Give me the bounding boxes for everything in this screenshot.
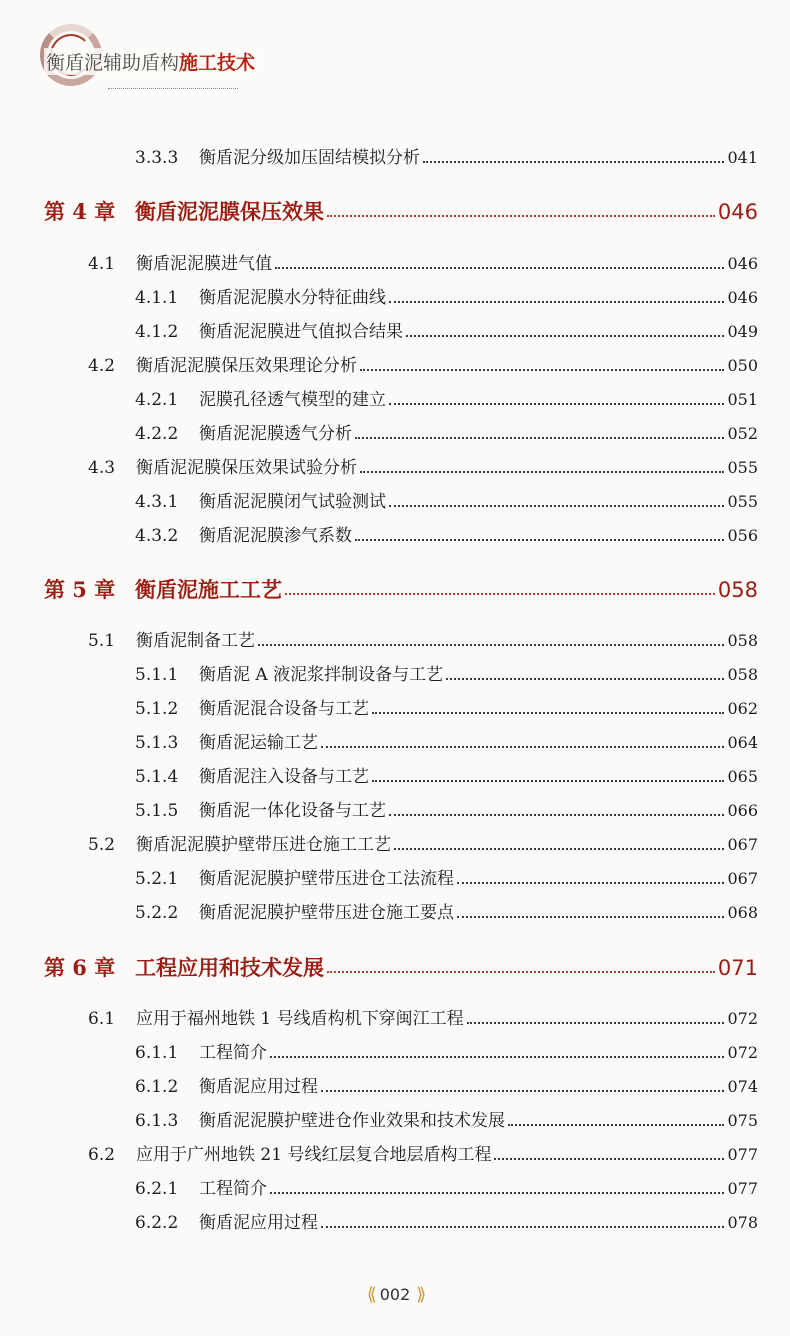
- toc-entry-page: 058: [717, 578, 758, 602]
- toc-chapter-row[interactable]: [0, 952, 790, 982]
- toc-entry-title: 衡盾泥泥膜透气分析: [199, 424, 352, 444]
- toc-subsection-row[interactable]: [0, 660, 790, 688]
- toc-entry-page: 050: [727, 356, 758, 375]
- toc-entry-page: 067: [727, 869, 758, 888]
- toc-dot-leader: [389, 301, 724, 303]
- toc-dot-leader: [389, 403, 724, 405]
- toc-entry-number: 5.1.3: [135, 733, 179, 753]
- toc-entry-number: 4.3.2: [135, 526, 179, 546]
- page-footer: [0, 1284, 790, 1305]
- toc-dot-leader: [494, 1158, 724, 1160]
- toc-entry-number: 5.1.2: [135, 699, 179, 719]
- toc-entry-title: 衡盾泥泥膜进气值拟合结果: [199, 322, 403, 342]
- toc-entry-number: 4.2.2: [135, 424, 179, 444]
- toc-section-row[interactable]: [0, 830, 790, 858]
- toc-dot-leader: [423, 161, 724, 163]
- toc-subsection-row[interactable]: [0, 419, 790, 447]
- toc-subsection-row[interactable]: [0, 143, 790, 171]
- toc-entry-title: 工程简介: [199, 1043, 267, 1063]
- toc-entry-title: 衡盾泥一体化设备与工艺: [199, 801, 386, 821]
- toc-entry-title: 衡盾泥泥膜护壁带压进仓施工要点: [199, 903, 454, 923]
- toc-subsection-row[interactable]: [0, 898, 790, 926]
- toc-entry-title: 衡盾泥应用过程: [199, 1077, 318, 1097]
- toc-dot-leader: [372, 712, 724, 714]
- toc-subsection-row[interactable]: [0, 283, 790, 311]
- toc-entry-title: 工程应用和技术发展: [135, 955, 324, 980]
- toc-entry-page: 064: [727, 733, 758, 752]
- page-number: 002: [379, 1285, 411, 1304]
- toc-dot-leader: [446, 678, 724, 680]
- toc-entry-number: 5.2.1: [135, 869, 179, 889]
- toc-entry-title: 衡盾泥应用过程: [199, 1213, 318, 1233]
- toc-entry-number: 5.1.5: [135, 801, 179, 821]
- right-ornament-icon: ⟫: [416, 1284, 424, 1305]
- toc-entry-page: 066: [727, 801, 758, 820]
- toc-entry-number: 4.2: [88, 356, 116, 376]
- toc-entry-number: 6.2.1: [135, 1179, 179, 1199]
- toc-entry-page: 058: [727, 665, 758, 684]
- toc-entry-number: 4.1.2: [135, 322, 179, 342]
- toc-entry-page: 052: [727, 424, 758, 443]
- toc-entry-page: 078: [727, 1213, 758, 1232]
- toc-entry-number: 4.2.1: [135, 390, 179, 410]
- toc-entry-number: 6.1: [88, 1009, 116, 1029]
- toc-entry-page: 072: [727, 1043, 758, 1062]
- toc-entry-page: 072: [727, 1009, 758, 1028]
- toc-dot-leader: [457, 882, 724, 884]
- toc-dot-leader: [321, 746, 724, 748]
- toc-entry-title: 工程简介: [199, 1179, 267, 1199]
- toc-entry-page: 058: [727, 631, 758, 650]
- toc-entry-title: 应用于广州地铁 21 号线红层复合地层盾构工程: [136, 1145, 492, 1165]
- toc-dot-leader: [389, 814, 724, 816]
- book-title-accent: 施工技术: [179, 52, 256, 74]
- toc-subsection-row[interactable]: [0, 385, 790, 413]
- toc-entry-number: 第 5 章: [44, 577, 116, 602]
- toc-entry-title: 衡盾泥泥膜护壁带压进仓施工工艺: [136, 835, 391, 855]
- toc-subsection-row[interactable]: [0, 1174, 790, 1202]
- toc-dot-leader: [355, 539, 724, 541]
- book-title-plain: 衡盾泥辅助盾构: [46, 52, 180, 74]
- toc-entry-title: 衡盾泥运输工艺: [199, 733, 318, 753]
- toc-dot-leader: [275, 267, 724, 269]
- toc-section-row[interactable]: [0, 453, 790, 481]
- toc-entry-page: 068: [727, 903, 758, 922]
- toc-subsection-row[interactable]: [0, 521, 790, 549]
- toc-dot-leader: [270, 1192, 724, 1194]
- toc-entry-title: 衡盾泥混合设备与工艺: [199, 699, 369, 719]
- toc-entry-title: 衡盾泥泥膜渗气系数: [199, 526, 352, 546]
- toc-dot-leader: [258, 644, 724, 646]
- toc-subsection-row[interactable]: [0, 864, 790, 892]
- toc-entry-number: 3.3.3: [135, 148, 179, 168]
- toc-chapter-row[interactable]: [0, 574, 790, 604]
- toc-entry-number: 第 4 章: [44, 199, 116, 224]
- toc-entry-title: 衡盾泥泥膜保压效果: [135, 199, 324, 224]
- toc-dot-leader: [372, 780, 724, 782]
- toc-dot-leader: [406, 335, 724, 337]
- toc-dot-leader: [355, 437, 724, 439]
- toc-entry-page: 074: [727, 1077, 758, 1096]
- toc-entry-page: 046: [727, 288, 758, 307]
- toc-entry-number: 6.2: [88, 1145, 116, 1165]
- toc-entry-title: 衡盾泥 A 液泥浆拌制设备与工艺: [199, 665, 444, 685]
- toc-dot-leader: [285, 593, 715, 595]
- toc-entry-number: 4.3: [88, 458, 116, 478]
- toc-dot-leader: [508, 1124, 724, 1126]
- toc-subsection-row[interactable]: [0, 317, 790, 345]
- toc-dot-leader: [360, 369, 724, 371]
- toc-entry-number: 4.1: [88, 254, 116, 274]
- toc-entry-number: 6.1.1: [135, 1043, 179, 1063]
- toc-entry-title: 衡盾泥制备工艺: [136, 631, 255, 651]
- toc-dot-leader: [394, 848, 724, 850]
- toc-entry-page: 077: [727, 1145, 758, 1164]
- toc-dot-leader: [321, 1090, 724, 1092]
- toc-entry-number: 5.2: [88, 835, 116, 855]
- toc-entry-number: 6.2.2: [135, 1213, 179, 1233]
- toc-entry-page: 071: [717, 956, 758, 980]
- toc-entry-title: 应用于福州地铁 1 号线盾构机下穿闽江工程: [136, 1009, 464, 1029]
- toc-entry-number: 6.1.3: [135, 1111, 179, 1131]
- toc-entry-number: 5.1.1: [135, 665, 179, 685]
- toc-entry-title: 衡盾泥分级加压固结模拟分析: [199, 148, 420, 168]
- toc-entry-page: 049: [727, 322, 758, 341]
- toc-entry-number: 5.2.2: [135, 903, 179, 923]
- toc-subsection-row[interactable]: [0, 1072, 790, 1100]
- toc-entry-title: 衡盾泥泥膜保压效果试验分析: [136, 458, 357, 478]
- toc-subsection-row[interactable]: [0, 694, 790, 722]
- toc-dot-leader: [321, 1226, 724, 1228]
- toc-entry-number: 5.1.4: [135, 767, 179, 787]
- toc-chapter-row[interactable]: [0, 196, 790, 226]
- toc-subsection-row[interactable]: [0, 762, 790, 790]
- toc-entry-title: 衡盾泥泥膜进气值: [136, 254, 272, 274]
- toc-entry-title: 衡盾泥泥膜水分特征曲线: [199, 288, 386, 308]
- left-ornament-icon: ⟪: [366, 1284, 374, 1305]
- toc-dot-leader: [327, 971, 715, 973]
- toc-entry-number: 5.1: [88, 631, 116, 651]
- toc-section-row[interactable]: [0, 1140, 790, 1168]
- toc-subsection-row[interactable]: [0, 1106, 790, 1134]
- toc-entry-title: 衡盾泥泥膜护壁带压进仓工法流程: [199, 869, 454, 889]
- toc-entry-page: 077: [727, 1179, 758, 1198]
- toc-dot-leader: [327, 215, 715, 217]
- toc-entry-title: 衡盾泥施工工艺: [135, 577, 282, 602]
- toc-entry-page: 051: [727, 390, 758, 409]
- toc-entry-page: 062: [727, 699, 758, 718]
- toc-entry-page: 046: [727, 254, 758, 273]
- toc-entry-page: 046: [717, 200, 758, 224]
- toc-entry-page: 065: [727, 767, 758, 786]
- toc-subsection-row[interactable]: [0, 1038, 790, 1066]
- toc-entry-page: 056: [727, 526, 758, 545]
- toc-dot-leader: [270, 1056, 724, 1058]
- toc-subsection-row[interactable]: [0, 487, 790, 515]
- toc-section-row[interactable]: [0, 626, 790, 654]
- toc-section-row[interactable]: [0, 249, 790, 277]
- toc-entry-title: 泥膜孔径透气模型的建立: [199, 390, 386, 410]
- toc-section-row[interactable]: [0, 351, 790, 379]
- toc-entry-page: 075: [727, 1111, 758, 1130]
- toc-entry-page: 041: [727, 148, 758, 167]
- toc-entry-title: 衡盾泥注入设备与工艺: [199, 767, 369, 787]
- toc-section-row[interactable]: [0, 1004, 790, 1032]
- toc-entry-number: 第 6 章: [44, 955, 116, 980]
- toc-dot-leader: [457, 916, 724, 918]
- toc-entry-number: 4.3.1: [135, 492, 179, 512]
- toc-subsection-row[interactable]: [0, 1208, 790, 1236]
- toc-entry-title: 衡盾泥泥膜保压效果理论分析: [136, 356, 357, 376]
- toc-entry-page: 067: [727, 835, 758, 854]
- toc-entry-page: 055: [727, 492, 758, 511]
- toc-entry-title: 衡盾泥泥膜护壁进仓作业效果和技术发展: [199, 1111, 505, 1131]
- toc-dot-leader: [389, 505, 724, 507]
- toc-dot-leader: [467, 1022, 725, 1024]
- toc-subsection-row[interactable]: [0, 796, 790, 824]
- toc-entry-number: 4.1.1: [135, 288, 179, 308]
- toc-entry-title: 衡盾泥泥膜闭气试验测试: [199, 492, 386, 512]
- toc-entry-number: 6.1.2: [135, 1077, 179, 1097]
- toc-entry-page: 055: [727, 458, 758, 477]
- toc-dot-leader: [360, 471, 724, 473]
- toc-subsection-row[interactable]: [0, 728, 790, 756]
